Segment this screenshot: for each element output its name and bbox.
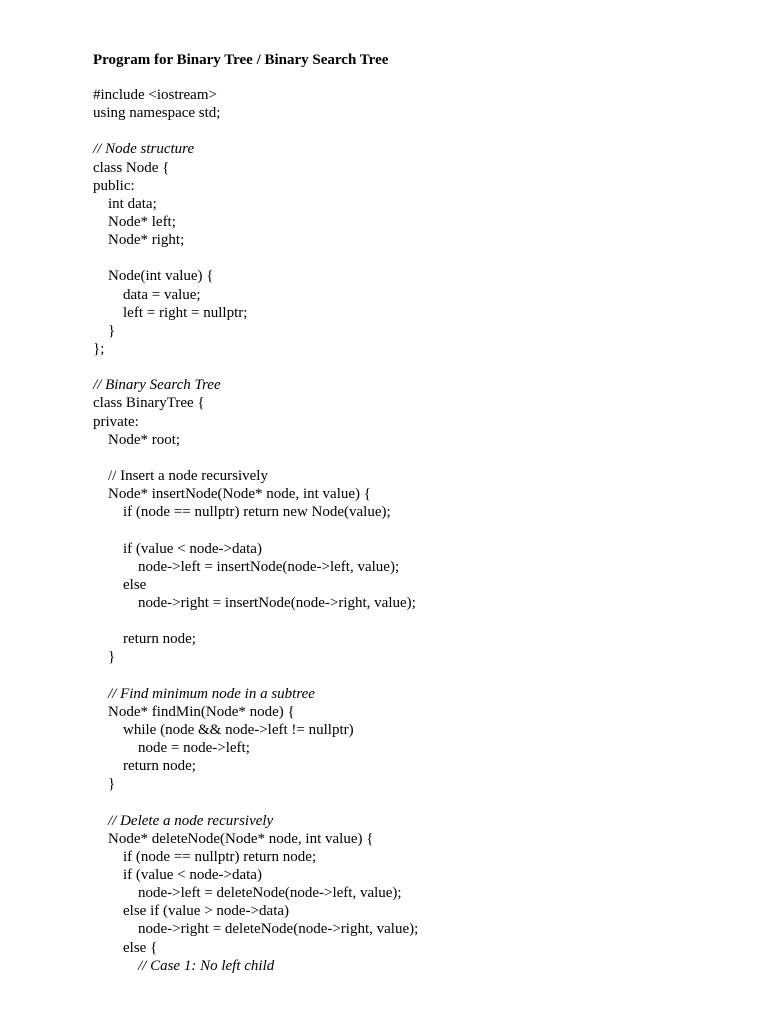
code-line: // Insert a node recursively	[93, 467, 268, 484]
code-line: node->right = deleteNode(node->right, value);	[93, 921, 419, 938]
code-line: public:	[93, 177, 135, 194]
code-line: class BinaryTree {	[93, 395, 205, 412]
code-line: Node* left;	[93, 213, 176, 230]
code-line	[93, 667, 418, 685]
code-comment-line: // Delete a node recursively	[93, 812, 274, 829]
code-line: node->right = insertNode(node->right, value);	[93, 594, 416, 611]
code-comment-line: // Find minimum node in a subtree	[93, 685, 315, 702]
code-line: node->left = insertNode(node->left, value);	[93, 558, 400, 575]
code-listing	[93, 86, 418, 975]
document-title: Program for Binary Tree / Binary Search Tree	[93, 52, 389, 68]
code-line: data = value;	[93, 286, 201, 303]
code-line: if (value < node->data)	[93, 540, 262, 557]
code-comment-line: // Binary Search Tree	[93, 377, 221, 394]
code-line: return node;	[93, 631, 196, 648]
code-line: else {	[93, 939, 158, 956]
code-line: Node(int value) {	[93, 268, 214, 285]
code-line: if (node == nullptr) return node;	[93, 848, 317, 865]
code-line: Node* root;	[93, 431, 181, 448]
code-line	[93, 358, 418, 376]
code-line: if (value < node->data)	[93, 867, 262, 884]
code-line	[93, 521, 418, 539]
code-line: else if (value > node->data)	[93, 903, 290, 920]
code-line	[93, 793, 418, 811]
code-line: return node;	[93, 758, 196, 775]
code-line: }	[93, 649, 116, 666]
code-line: private:	[93, 413, 139, 430]
code-line	[93, 612, 418, 630]
code-line	[93, 122, 418, 140]
code-line: else	[93, 576, 147, 593]
code-line	[93, 449, 418, 467]
code-line: int data;	[93, 195, 157, 212]
code-line: }	[93, 322, 116, 339]
code-line: using namespace std;	[93, 105, 221, 122]
code-line: class Node {	[93, 159, 170, 176]
code-line: };	[93, 340, 105, 357]
code-line: Node* right;	[93, 232, 185, 249]
code-line: #include <iostream>	[93, 87, 217, 103]
code-line	[93, 249, 418, 267]
code-line: node = node->left;	[93, 740, 250, 757]
code-line: while (node && node->left != nullptr)	[93, 721, 354, 738]
code-comment-line: // Node structure	[93, 141, 195, 158]
code-line: Node* deleteNode(Node* node, int value) {	[93, 830, 374, 847]
code-line: node->left = deleteNode(node->left, value);	[93, 885, 402, 902]
code-line: Node* findMin(Node* node) {	[93, 703, 295, 720]
code-line: }	[93, 776, 116, 793]
code-line: left = right = nullptr;	[93, 304, 248, 321]
code-line: if (node == nullptr) return new Node(value);	[93, 504, 391, 521]
code-comment-line: // Case 1: No left child	[93, 957, 275, 974]
code-line: Node* insertNode(Node* node, int value) {	[93, 486, 371, 503]
